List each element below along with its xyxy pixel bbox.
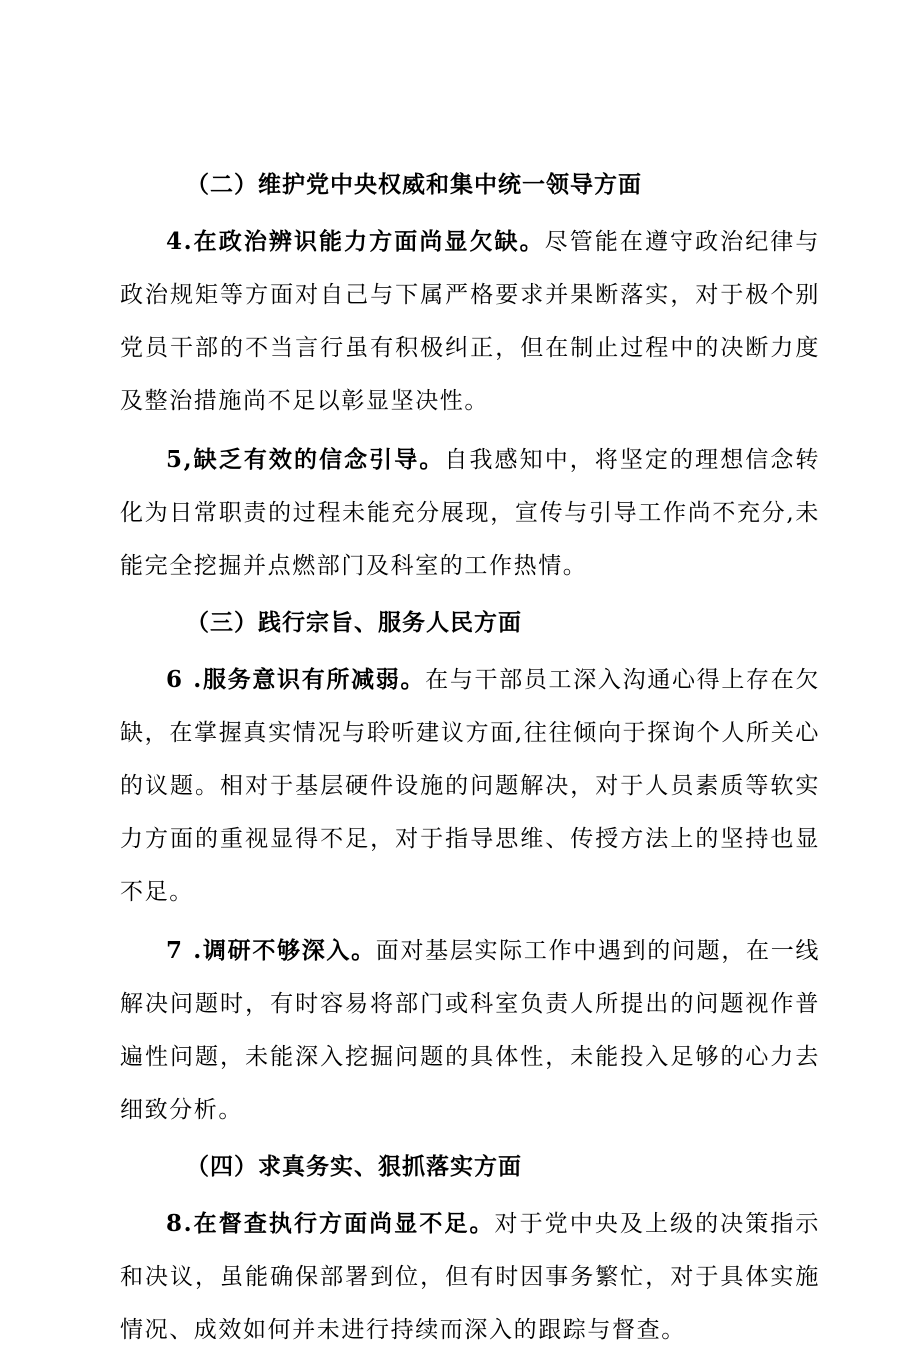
document-body (120, 160, 820, 1362)
item-6-lead: 6 .服务意识有所减弱。 (166, 666, 426, 693)
item-7-lead: 7 .调研不够深入。 (166, 937, 376, 964)
item-6-body: 在与干部员工深入沟通心得上存在欠缺，在掌握真实情况与聆听建议方面,往往倾向于探询个人所关心的议题。相对于基层硬件设施的问题解决，对于人员素质等软实力方面的重视显得不足，对于指导思维、传授方法上的坚持也显不足。 (120, 667, 820, 905)
item-6-paragraph (120, 653, 820, 919)
item-8-lead: 8.在督查执行方面尚显不足。 (166, 1210, 495, 1237)
item-5-lead: 5,缺乏有效的信念引导。 (166, 446, 445, 473)
item-4-paragraph (120, 215, 820, 428)
item-5-body: 自我感知中，将坚定的理想信念转化为日常职责的过程未能充分展现，宣传与引导工作尚不充分,未能完全挖掘并点燃部门及科室的工作热情。 (120, 447, 821, 579)
section-heading-2: （二）维护党中央权威和集中统一领导方面 (186, 171, 642, 198)
item-7-body: 面对基层实际工作中遇到的问题，在一线解决问题时，有时容易将部门或科室负责人所提出的问题视作普遍性问题，未能深入挖掘问题的具体性，未能投入足够的心力去细致分析。 (120, 938, 820, 1123)
item-4-lead: 4.在政治辨识能力方面尚显欠缺。 (166, 228, 545, 255)
item-4-body: 尽管能在遵守政治纪律与政治规矩等方面对自己与下属严格要求并果断落实，对于极个别党员干部的不当言行虽有积极纠正，但在制止过程中的决断力度及整治措施尚不足以彰显坚决性。 (120, 229, 820, 414)
section-heading-4: （四）求真务实、狠抓落实方面 (186, 1153, 522, 1180)
item-8-paragraph (120, 1197, 820, 1357)
item-5-paragraph (120, 433, 820, 593)
item-8-body: 对于党中央及上级的决策指示和决议，虽能确保部署到位，但有时因事务繁忙，对于具体实施情况、成效如何并未进行持续而深入的跟踪与督查。 (120, 1211, 820, 1343)
section-heading-3: （三）践行宗旨、服务人民方面 (186, 609, 522, 636)
item-7-paragraph (120, 924, 820, 1137)
